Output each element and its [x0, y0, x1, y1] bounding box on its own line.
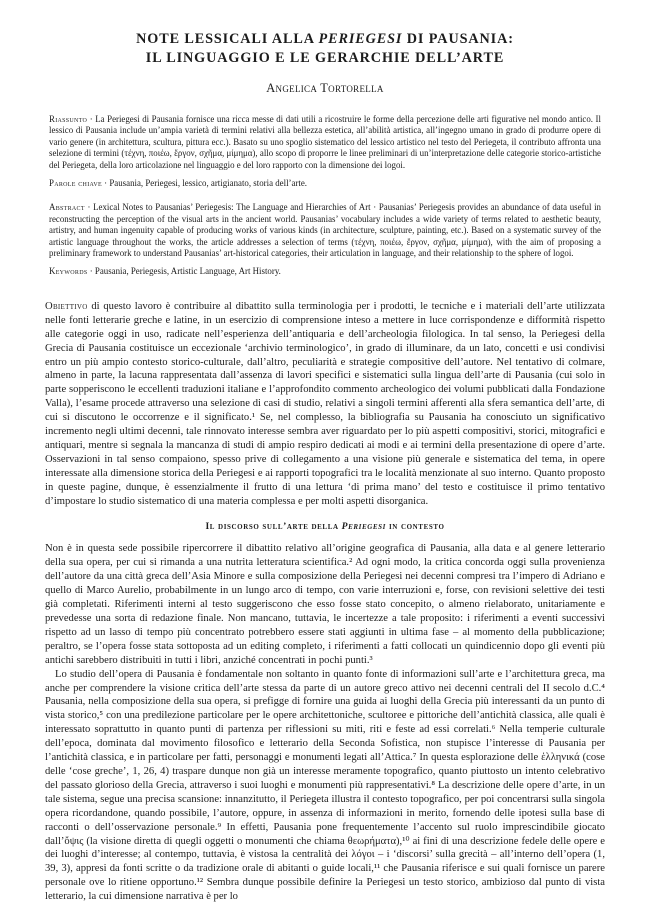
riassunto-label: Riassunto: [49, 114, 88, 124]
body-paragraph-1: Non è in questa sede possibile ripercorrere il dibattito relativo all’origine geografica di Pausania, alla data e al genere letterario della sua opera, per cui si rimanda a una nutrita letteratura scientifica.² Ad ogni modo, la critica concorda oggi sulla provenienza dell’autore da una città greca dell’Asia Minore e sulla composizione della Periegesi nei decenni compresi tra l’impero di Adriano e quello di Marco Aurelio, probabilmente in un lungo arco di tempo, con varie interruzioni e, forse, con revisioni selettive dei testi già completati. Riferimenti interni al testo suggeriscono che esso fosse stato concepito, o almeno rielaborato, unitariamente e prevedesse una sorta di redazione finale. Non mancano, tuttavia, le incertezze a tale proposito: i riferimenti a eventi successivi rispetto ad un lasso di tempo più concentrato potrebbero essere stati aggiunti in ultima fase – al momento della pubblicazione; peraltro, se l’opera fosse stata sottoposta ad un editing completo, i riferimenti a fatti collocati un quindicennio dopo gli eventi più antichi sarebbero distribuiti in tutti i libri, anziché concentrati in pochi punti.³: [45, 543, 605, 666]
abstract-label: Abstract: [49, 202, 85, 213]
parole-chiave-text: Pausania, Periegesi, lessico, artigianato, storia dell’arte.: [109, 178, 308, 189]
title-line-2: IL LINGUAGGIO E LE GERARCHIE DELL’ARTE: [145, 50, 505, 66]
keywords-label: Keywords: [49, 266, 88, 277]
abstract-text: Lexical Notes to Pausanias’ Periegesis: The Language and Hierarchies of Art · Pausanias’ Periegesis provides an abundance of data useful in reconstructing the perception of the visual arts in the ancient world. Pausanias’ vocabulary includes a wide variety of terms related to aesthetic beauty, artistry, and human ingenuity capable of producing works of various kinds (in architecture, sculpture, painting, etc.). Based on a systematic survey of the artistic language throughout the works, the article addresses a selection of terms (τέχνη, ποιέω, ἔργον, σχῆμα, μίμημα), with the aim of proposing a preliminary framework to understand Pausanias’ art-historical categories, their articulation in language, and their relationship to the sphere of logoi.: [49, 202, 601, 259]
obiettivo-text: di questo lavoro è contribuire al dibattito sulla terminologia per i prodotti, le tecniche e i materiali dell’arte utilizzata nelle fonti letterarie greche e latine, in un esercizio di comprensione inteso a mettere in luce corrispondenze e difformità rispetto alle categorie oggi in uso, radicate nell’esperienza dell’antiquaria e dell’archeologia filologica. In tal senso, la Periegesi della Grecia di Pausania costituisce un eccezionale ‘archivio terminologico’, in grado di illuminare, da un lato, concetti e usi condivisi entro un più ampio contesto storico-culturale, dall’altro, peculiarità e strategie compositive dell’autore. Nel tentativo di colmare, almeno in parte, la lacuna rappresentata dall’assenza di lavori specifici e sistematici sulla lingua dell’arte di Pausania (cui solo in parte sopperiscono le eccellenti traduzioni italiane e l’approfondito commento archeologico dei volumi pubblicati dalla Fondazione Valla), l’esame procede attraverso una selezione di casi di studio, relativi a singoli termini afferenti alla sfera semantica dell’arte, di cui si discutono le occorrenze e il significato.¹ Se, nel complesso, la bibliografia su Pausania ha conosciuto un significativo incremento negli ultimi decenni, tale rinnovato interesse sembra aver riguardato per lo più aspetti compositivi, storici, mitografici e antiquari, mentre si segnala la mancanza di studi di ampio respiro dedicati ai modi e ai termini della presentazione di opere d’arte. Osservazioni in tal senso compaiono, spesso prive di collegamento a una visione più generale e sistematica del tema, in opere interessate alla dimensione storica della Periegesi e ai rapporti topografici tra le località menzionate al suo interno. Quanto proposto in queste pagine, dunque, è essenzialmente il frutto di una lettura ‘di prima mano’ del testo e costituisce il primo tentativo d’impostare lo studio sistematico di una materia complessa e per molti aspetti disorganica.: [45, 300, 605, 507]
body-paragraph-2: Lo studio dell’opera di Pausania è fondamentale non soltanto in quanto fonte di informazioni sull’arte e l’architettura greca, ma anche per comprendere la visione critica dell’arte stessa da parte di un autore greco attivo nei decenni centrali del II secolo d.C.⁴ Pausania, nella composizione della sua opera, si prefigge di fornire una guida ai luoghi della Grecia più interessanti da un punto di vista storico,⁵ con una predilezione particolare per le opere architettoniche, scultoree e pittoriche dell’antichità classica, alle quali è interessato soprattutto in quanto punti di partenza per riflessioni su miti, riti e feste ad essi correlati.⁶ Nella temperie culturale dell’epoca, dominata dal movimento filosofico e letterario della Seconda Sofistica, non stupisce l’interesse di Pausania per l’antichità classica, e in particolare per fatti, personaggi e monumenti legati all’Attica.⁷ In questa esplorazione delle ἑλληνικά (cose delle ‘cose greche’, 1, 26, 4) traspare dunque non già un interesse meramente topografico, quanto piuttosto un intento celebrativo del passato glorioso della Grecia, attraverso i suoi luoghi e monumenti più rappresentativi.⁸ La descrizione delle opere d’arte, in un tale sistema, segue una precisa scansione: innanzitutto, il Periegeta illustra il contesto topografico, per poi concentrarsi sulla singola opera ricordandone, quando possibile, l’autore, oppure, in assenza di informazioni in merito, fornendo delle ipotesi sulla base di racconti o dell’osservazione personale.⁹ In effetti, Pausania pone frequentemente l’accento sul ruolo imprescindibile giocato dall’ὄψις (la visione diretta di quegli oggetti o monumenti che chiama θεωρήματα),¹⁰ ai fini di una descrizione fedele delle opere e dei luoghi d’interesse; al contempo, tuttavia, è vistosa la centralità dei λόγοι – i ‘discorsi’ sulla grecità – all’interno dell’opera (1, 39, 3), appresi da fonti scritte o da tradizione orale di abitanti o guide locali,¹¹ che Pausania riferisce e sui quali fornisce un parere personale ove lo ritiene opportuno.¹² Sembra dunque possibile definire la Periegesi un testo storico, ambizioso dal punto di vista letterario, la cui dimensione narrativa è per lo: [45, 668, 605, 903]
article-title: [45, 30, 605, 68]
obiettivo-paragraph: [45, 300, 605, 509]
riassunto-text: La Periegesi di Pausania fornisce una ricca messe di dati utili a ricostruire le forme della percezione delle arti figurative nel mondo antico. Il lessico di Pausania include un’ampia varietà di termini relativi alla bellezza estetica, all’abilità artistica, all’ingegno umano in grado di produrre opere di vario genere (in architettura, scultura, pittura ecc.). Basato su uno spoglio sistematico del lessico artistico nel testo del Periegeta, il contributo affronta una selezione di termini (τέχνη, ποιέω, ἔργον, σχῆμα, μίμημα), allo scopo di proporre le linee preliminari di un’interpretazione delle categorie storico-artistiche del Periegeta, della loro articolazione nel linguaggio e del loro rapporto con la dimensione dei logoi.: [49, 114, 601, 170]
abstract-block: Abstract · Lexical Notes to Pausanias’ Periegesis: The Language and Hierarchies of Art · Pausanias’ Periegesis provides an abundance of data useful in reconstructing the perception of the visual arts in the ancient world. Pausanias’ vocabulary includes a wide variety of terms related to aesthetic beauty, artistry, and human ingenuity capable of producing works of various kinds (in architecture, sculpture, painting, etc.). Based on a systematic survey of the artistic language throughout the works, the article addresses a selection of terms (τέχνη, ποιέω, ἔργον, σχῆμα, μίμημα), with the aim of proposing a preliminary framework to understand Pausanias’ art-historical categories, their articulation in language, and their relationship to the sphere of logoi.: [49, 202, 601, 259]
section-heading: Il discorso sull’arte della Periegesi in contesto: [205, 521, 445, 533]
keywords-block: Keywords · Pausania, Periegesis, Artistic Language, Art History.: [49, 266, 281, 277]
author-name: Angelica Tortorella: [266, 81, 384, 95]
obiettivo-lead: Obiettivo: [45, 300, 88, 312]
article-page: [45, 30, 605, 904]
keywords-text: Pausania, Periegesis, Artistic Language, Art History.: [94, 266, 281, 277]
title-line-1: NOTE LESSICALI ALLA PERIEGESI DI PAUSANIA:: [136, 31, 514, 47]
parole-chiave-block: Parole chiave · Pausania, Periegesi, lessico, artigianato, storia dell’arte.: [49, 178, 308, 189]
riassunto-block: Riassunto · La Periegesi di Pausania fornisce una ricca messe di dati utili a ricostruire le forme della percezione delle arti figurative nel mondo antico. Il lessico di Pausania include un’ampia varietà di termini relativi alla bellezza estetica, all’abilità artistica, all’ingegno umano in grado di produrre opere di vario genere (in architettura, scultura, pittura ecc.). Basato su uno spoglio sistematico del lessico artistico nel testo del Periegeta, il contributo affronta una selezione di termini (τέχνη, ποιέω, ἔργον, σχῆμα, μίμημα), allo scopo di proporre le linee preliminari di un’interpretazione delle categorie storico-artistiche del Periegeta, della loro articolazione nel linguaggio e del loro rapporto con la dimensione dei logoi.: [49, 114, 601, 170]
parole-chiave-label: Parole chiave: [49, 178, 102, 189]
